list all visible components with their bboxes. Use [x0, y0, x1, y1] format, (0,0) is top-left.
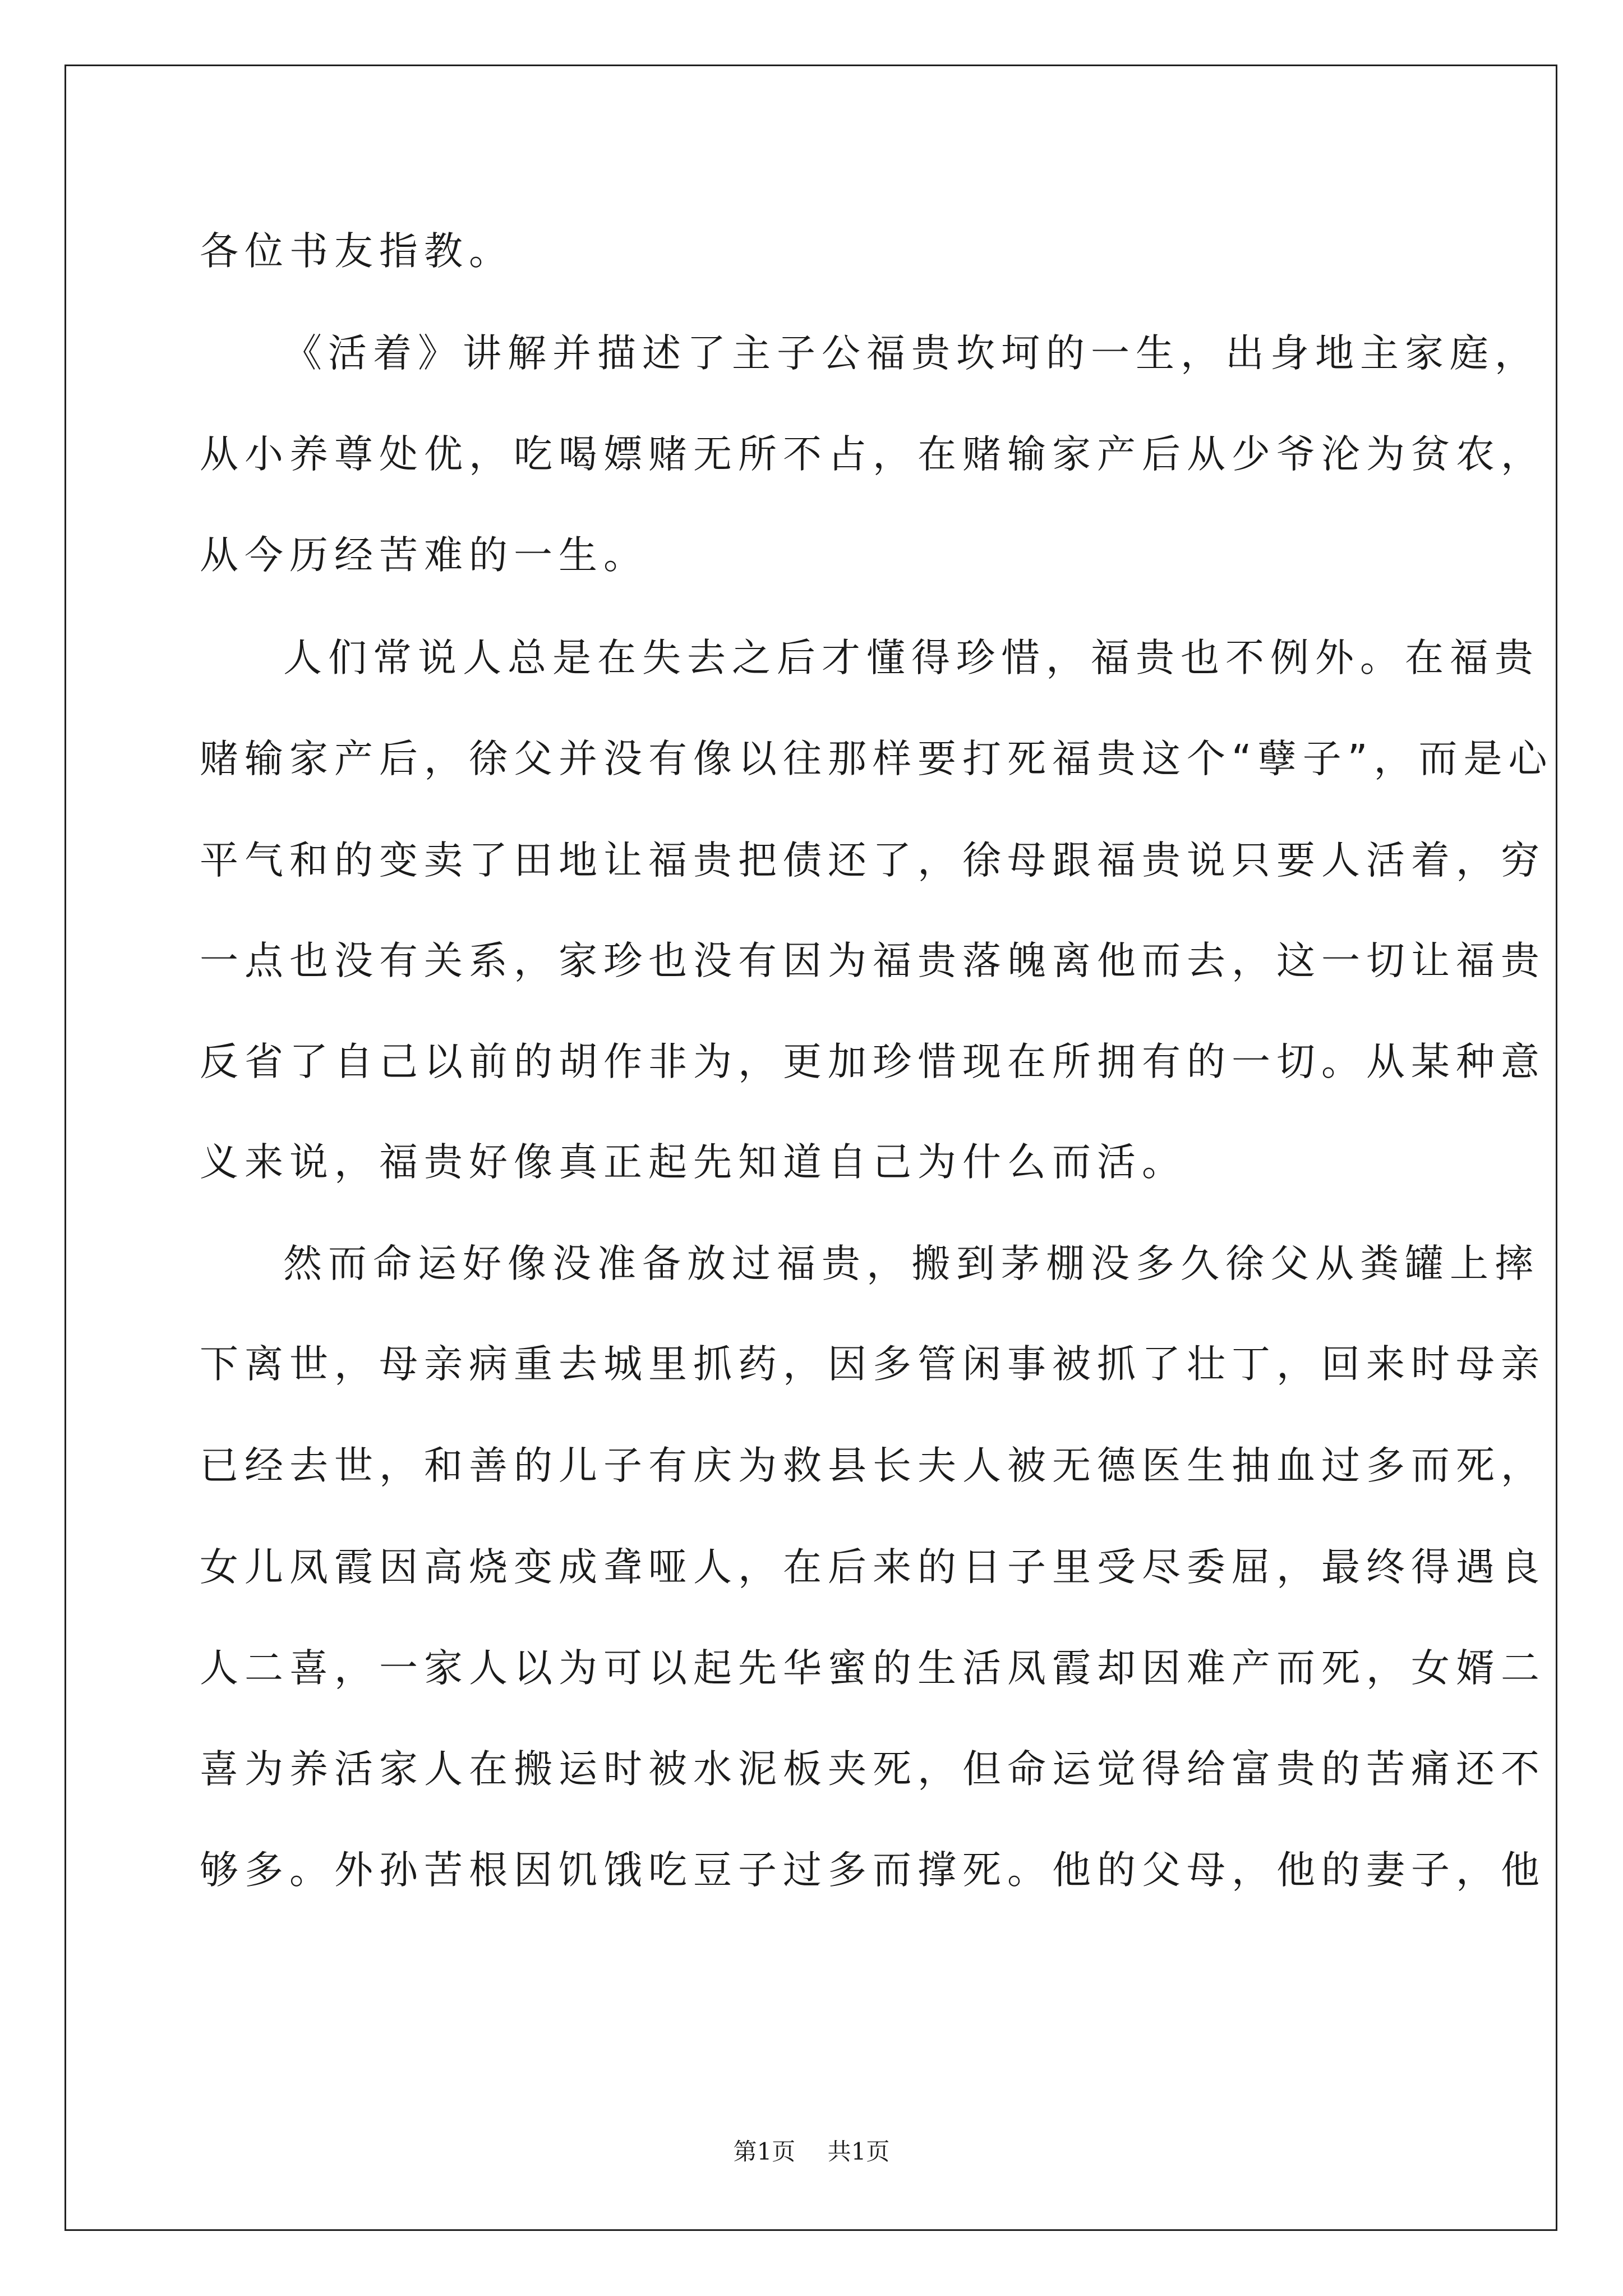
paragraph-line: 反省了自己以前的胡作非为，更加珍惜现在所拥有的一切。从某种意 [200, 1039, 1546, 1084]
paragraph-line: 已经去世，和善的儿子有庆为救县长夫人被无德医生抽血过多而死， [200, 1443, 1546, 1488]
paragraph-line: 下离世，母亲病重去城里抓药，因多管闲事被抓了壮丁，回来时母亲 [200, 1342, 1546, 1387]
paragraph-line: 一点也没有关系，家珍也没有因为福贵落魄离他而去，这一切让福贵 [200, 938, 1546, 983]
page-number: 第1页 [733, 2138, 796, 2165]
paragraph-line: 从今历经苦难的一生。 [200, 533, 648, 578]
page-footer [0, 2133, 1623, 2167]
paragraph-line: 赌输家产后，徐父并没有像以往那样要打死福贵这个“孽子”，而是心 [200, 737, 1553, 781]
paragraph-line: 从小养尊处优，吃喝嫖赌无所不占，在赌输家产后从少爷沦为贫农， [200, 432, 1546, 477]
paragraph-line: 各位书友指教。 [200, 229, 514, 274]
paragraph-line: 人二喜，一家人以为可以起先华蜜的生活凤霞却因难产而死，女婿二 [200, 1646, 1546, 1691]
paragraph-line: 喜为养活家人在搬运时被水泥板夹死，但命运觉得给富贵的苦痛还不 [200, 1747, 1546, 1792]
paragraph-line: 《活着》讲解并描述了主子公福贵坎坷的一生，出身地主家庭， [283, 331, 1539, 376]
paragraph-line: 平气和的变卖了田地让福贵把债还了，徐母跟福贵说只要人活着，穷 [200, 838, 1546, 883]
paragraph-line: 然而命运好像没准备放过福贵，搬到茅棚没多久徐父从粪罐上摔 [283, 1241, 1539, 1286]
page-total: 共1页 [827, 2138, 890, 2165]
paragraph-line: 够多。外孙苦根因饥饿吃豆子过多而撑死。他的父母，他的妻子，他 [200, 1848, 1546, 1893]
paragraph-line: 人们常说人总是在失去之后才懂得珍惜，福贵也不例外。在福贵 [283, 636, 1539, 680]
paragraph-line: 女儿凤霞因高烧变成聋哑人，在后来的日子里受尽委屈，最终得遇良 [200, 1545, 1546, 1590]
paragraph-line: 义来说，福贵好像真正起先知道自己为什么而活。 [200, 1140, 1187, 1185]
